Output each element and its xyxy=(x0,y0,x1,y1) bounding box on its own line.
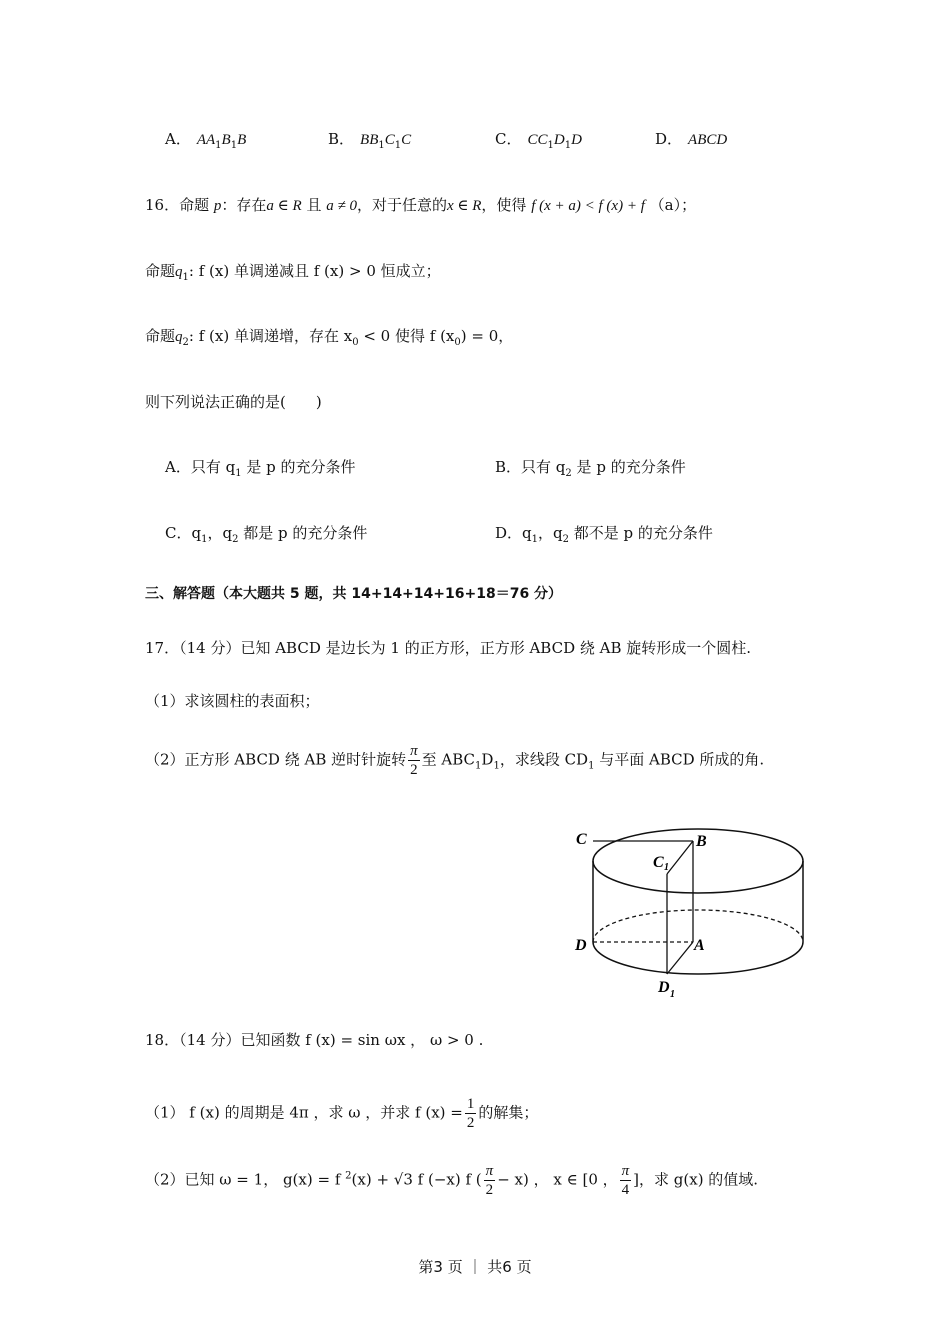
label-C: C xyxy=(576,831,587,848)
fraction-one-half: $\frac{1}{2}$ xyxy=(466,1096,475,1131)
q18-stem: 18．（14 分）已知函数 f (x) = sin ωx ， ω > 0 . xyxy=(145,1031,484,1049)
label-D1: D xyxy=(658,979,670,996)
q17-part2: （2）正方形 ABCD 绕 AB 逆时针旋转 $\frac{\pi}{2}$ 至 $ABC_1D_1$，求线段 $CD_1$ 与平面 ABCD 所成的角. xyxy=(145,743,765,778)
label-C1-sub: 1 xyxy=(664,862,669,873)
q17-stem: 17．（14 分）已知 ABCD 是边长为 1 的正方形，正方形 ABCD 绕 AB 旋转形成一个圆柱. xyxy=(145,639,752,657)
q16-option-b: B．只有 $q_2$ 是 p 的充分条件 xyxy=(495,458,686,479)
segment-BC1 xyxy=(667,841,693,874)
label-C1: C xyxy=(653,854,664,871)
q17-part1: （1）求该圆柱的表面积； xyxy=(145,692,320,710)
fraction-pi-over-4: $\frac{\pi}{4}$ xyxy=(621,1163,630,1198)
cylinder-figure xyxy=(572,800,812,1000)
q15-option-a: A． $AA_1B_1B$ xyxy=(165,130,247,151)
section-heading: 三、解答题（本大题共 5 题，共 14+14+14+16+18＝76 分） xyxy=(145,586,563,602)
page-footer: 第3 页 ｜ 共6 页 xyxy=(418,1258,532,1276)
label-D: D xyxy=(575,937,587,954)
label-D1-sub: 1 xyxy=(670,989,675,1000)
fraction-pi-over-2: $\frac{\pi}{2}$ xyxy=(485,1163,494,1198)
label-A: A xyxy=(694,937,705,954)
q16-option-d: D．$q_1$，$q_2$ 都不是 p 的充分条件 xyxy=(495,524,713,545)
q16-option-a: A．只有 $q_1$ 是 p 的充分条件 xyxy=(165,458,356,479)
q15-option-c: C． $CC_1D_1D$ xyxy=(495,130,582,151)
q16-stem: 16．命题 p：存在a ∈ R 且 a ≠ 0，对于任意的x ∈ R，使得 f (x + a) < f (x) + f （a）； xyxy=(145,196,697,214)
q15-option-d: D． ABCD xyxy=(655,130,728,148)
q15-option-b: B． $BB_1C_1C$ xyxy=(328,130,412,151)
q16-q1-definition: 命题$q_1$: f (x) 单调递减且 f (x) > 0 恒成立； xyxy=(145,262,441,283)
segment-D1A xyxy=(667,942,693,974)
label-B: B xyxy=(696,833,707,850)
fraction-pi-over-2: $\frac{\pi}{2}$ xyxy=(410,743,418,778)
q16-question: 则下列说法正确的是( ) xyxy=(145,393,322,411)
q18-part1: （1） f (x) 的周期是 4π ，求 ω ，并求 f (x) = $\frac{1}{2}$ 的解集； xyxy=(145,1096,539,1131)
q18-part2: （2）已知 ω = 1， g(x) = f $^2$(x) + √3 f (−x) f ( $\frac{\pi}{2}$ − x) ， x ∈ [0 ， $\frac{\pi}{4}$ ]，求 g(x) 的值域. xyxy=(145,1163,759,1198)
q16-option-c: C．$q_1$，$q_2$ 都是 p 的充分条件 xyxy=(165,524,368,545)
q16-q2-definition: 命题$q_2$: f (x) 单调递增，存在 $x_0 < 0$ 使得 f $(x_0) = 0$， xyxy=(145,327,514,348)
